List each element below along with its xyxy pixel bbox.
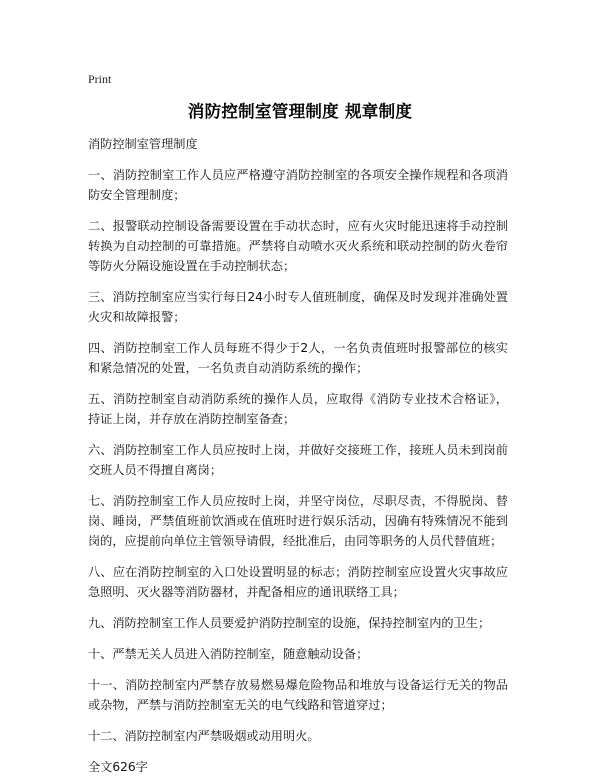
page-title: 消防控制室管理制度 规章制度 [187,102,413,121]
regulation-paragraph: 六、消防控制室工作人员应按时上岗，并做好交接班工作，接班人员未到岗前交班人员不得擅自离岗； [88,443,508,477]
regulation-paragraph: 三、消防控制室应当实行每日24小时专人值班制度，确保及时发现并准确处置火灾和故障报警； [88,290,508,324]
regulation-paragraph: 十二、消防控制室内严禁吸烟或动用明火。 [88,729,320,743]
regulation-paragraph: 九、消防控制室工作人员要爱护消防控制室的设施，保持控制室内的卫生； [88,616,491,630]
print-link[interactable]: Print [88,72,112,86]
regulation-paragraph: 二、报警联动控制设备需要设置在手动状态时，应有火灾时能迅速将手动控制转换为自动控制的可靠措施。严禁将自动喷水灭火系统和联动控制的防火卷帘等防火分隔设施设置在手动控制状态； [88,219,508,273]
regulation-paragraph: 一、消防控制室工作人员应严格遵守消防控制室的各项安全操作规程和各项消防安全管理制度； [88,168,508,202]
document-subtitle: 消防控制室管理制度 [88,137,198,151]
regulation-paragraph: 五、消防控制室自动消防系统的操作人员，应取得《消防专业技术合格证》，持证上岗，并存放在消防控制室备查； [88,392,508,426]
regulation-paragraph: 四、消防控制室工作人员每班不得少于2人，一名负责值班时报警部位的核实和紧急情况的处置，一名负责自动消防系统的操作； [88,341,508,375]
regulation-paragraph: 十一、消防控制室内严禁存放易燃易爆危险物品和堆放与设备运行无关的物品或杂物，严禁与消防控制室无关的电气线路和管道穿过； [88,678,508,712]
regulation-paragraph: 八、应在消防控制室的入口处设置明显的标志；消防控制室应设置火灾事故应急照明、灭火器等消防器材，并配备相应的通讯联络工具； [88,565,508,599]
regulation-paragraph: 十、严禁无关人员进入消防控制室，随意触动设备； [88,647,369,661]
document-body [88,134,508,777]
regulation-paragraph: 七、消防控制室工作人员应按时上岗，并坚守岗位，尽职尽责，不得脱岗、替岗、睡岗，严禁值班前饮酒或在值班时进行娱乐活动，因确有特殊情况不能到岗的，应提前向单位主管领导请假，经批准后，由同等职务的人员代替值班； [88,494,508,548]
word-count: 全文626字 [88,760,148,774]
